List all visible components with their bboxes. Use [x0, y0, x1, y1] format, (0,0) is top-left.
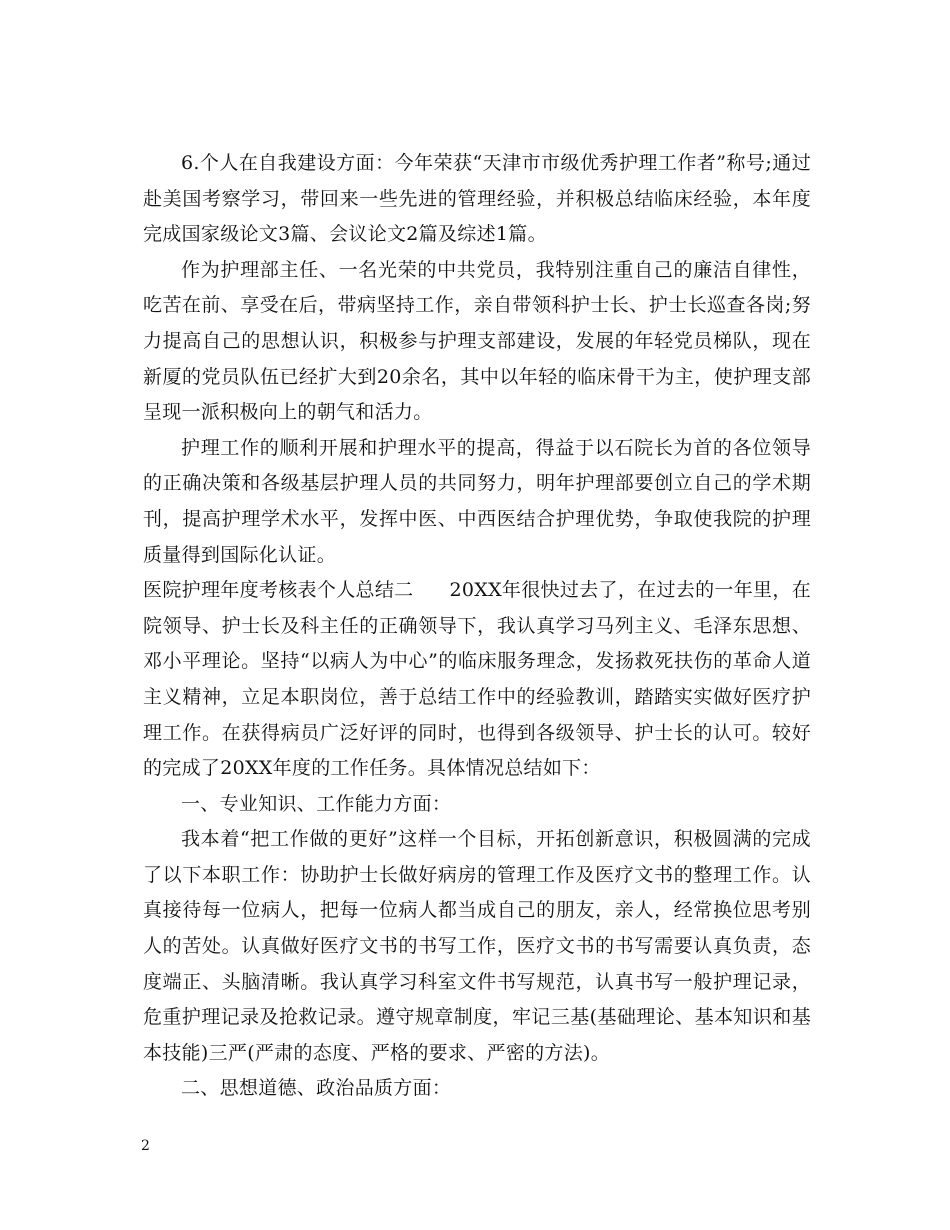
- paragraph-leadership-thanks: 护理工作的顺利开展和护理水平的提高，得益于以石院长为首的各位领导的正确决策和各级基层护理人员的共同努力，明年护理部要创立自己的学术期刊，提高护理学术水平，发挥中医、中西医结合护理优势，争取使我院的护理质量得到国际化认证。: [143, 436, 811, 566]
- paragraph-party-member: 作为护理部主任、一名光荣的中共党员，我特别注重自己的廉洁自律性，吃苦在前、享受在后，带病坚持工作，亲自带领科护士长、护士长巡查各岗;努力提高自己的思想认识，积极参与护理支部建设，发展的年轻党员梯队，现在新厦的党员队伍已经扩大到20余名，其中以年轻的临床骨干为主，使护理支部呈现一派积极向上的朝气和活力。: [143, 258, 811, 424]
- paragraph-professional-work: 我本着“把工作做的更好”这样一个目标，开拓创新意识，积极圆满的完成了以下本职工作：协助护士长做好病房的管理工作及医疗文书的整理工作。认真接待每一位病人，把每一位病人都当成自己的朋友，亲人，经常换位思考别人的苦处。认真做好医疗文书的书写工作，医疗文书的书写需要认真负责，态度端正、头脑清晰。我认真学习科室文件书写规范，认真书写一般护理记录，危重护理记录及抢救记录。遵守规章制度，牢记三基(基础理论、基本知识和基本技能)三严(严肃的态度、严格的要求、严密的方法)。: [143, 828, 811, 1064]
- subheading-professional-knowledge: 一、专业知识、工作能力方面：: [181, 792, 452, 815]
- page-number: 2: [141, 1138, 150, 1154]
- paragraph-summary-two: [143, 573, 811, 787]
- subheading-moral-political: 二、思想道德、政治品质方面：: [181, 1077, 452, 1100]
- paragraph-self-development: 6.个人在自我建设方面：今年荣获“天津市市级优秀护理工作者”称号;通过赴美国考察学习，带回来一些先进的管理经验，并积极总结临床经验，本年度完成国家级论文3篇、会议论文2篇及综述1篇。: [143, 152, 811, 246]
- section-heading-summary-two: 医院护理年度考核表个人总结二: [143, 579, 414, 602]
- summary-two-intro-text: 20XX年很快过去了，在过去的一年里，在院领导、护士长及科主任的正确领导下，我认真学习马列主义、毛泽东思想、邓小平理论。坚持“以病人为中心”的临床服务理念，发扬救死扶伤的革命人道主义精神，立足本职岗位，善于总结工作中的经验教训，踏踏实实做好医疗护理工作。在获得病员广泛好评的同时，也得到各级领导、护士长的认可。较好的完成了20XX年度的工作任务。具体情况总结如下：: [143, 579, 811, 780]
- document-body: [143, 146, 811, 1107]
